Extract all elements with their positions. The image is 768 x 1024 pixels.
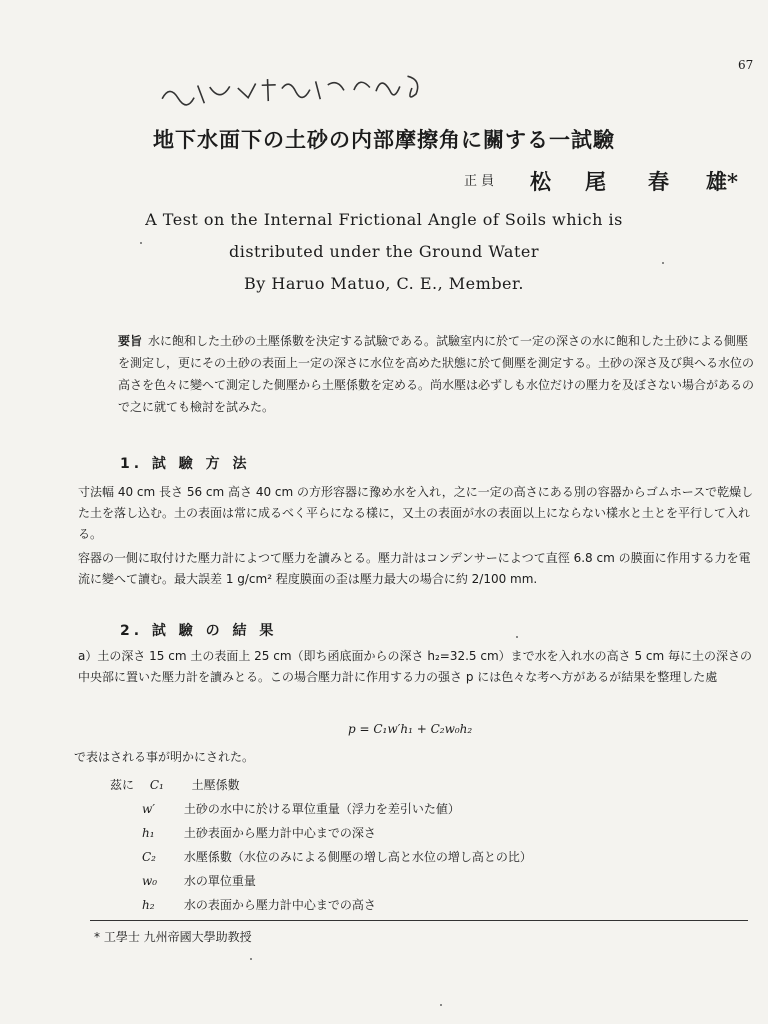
definition-text: 水の單位重量 bbox=[183, 874, 256, 888]
handwriting-scribble bbox=[157, 67, 438, 113]
author-char-3: 春 bbox=[648, 169, 669, 194]
definition-symbol: w′ bbox=[142, 802, 155, 816]
definition-symbol: C₂ bbox=[142, 850, 156, 864]
section-2-paragraph-1: a）土の深さ 15 cm 土の表面上 25 cm（即ち函底面からの深さ h₂=32.5 cm）まで水を入れ水の高さ 5 cm 毎に土の深さの中央部に置いた壓力計を讀みとる。この場合壓力計に作用する力の强さ p には色々な考へ方があるが結果を整理した處 bbox=[78, 649, 753, 684]
page-number: 67 bbox=[738, 58, 754, 72]
footnote: * 工學士 九州帝國大學助教授 bbox=[94, 930, 252, 944]
section-1-paragraph-1: 寸法幅 40 cm 長さ 56 cm 高さ 40 cm の方形容器に豫め水を入れ，之に一定の高さにある別の容器からゴムホースで乾燥した土を落し込む。土の表面は常に成るべく平らになる樣に，又土の表面が水の表面以上にならない樣水と土とを平行して入れる。 bbox=[78, 485, 754, 541]
abstract bbox=[118, 330, 758, 418]
definition-row bbox=[142, 800, 460, 817]
byline-english: By Haruo Matuo, C. E., Member. bbox=[244, 274, 524, 293]
author-char-2: 尾 bbox=[585, 169, 606, 194]
scan-speck bbox=[140, 242, 142, 244]
title-english-line-2: distributed under the Ground Water bbox=[228, 242, 540, 261]
definition-text: 土壓係數 bbox=[191, 778, 240, 792]
definition-row bbox=[142, 824, 376, 841]
author-char-4: 雄* bbox=[706, 169, 738, 194]
definition-symbol: w₀ bbox=[142, 874, 158, 888]
equation: p = C₁w′h₁ + C₂w₀h₂ bbox=[348, 722, 473, 736]
abstract-label: 要旨 bbox=[118, 334, 143, 348]
section-heading-1: 1. 試 驗 方 法 bbox=[120, 456, 251, 472]
definition-row bbox=[142, 848, 532, 865]
footnote-divider bbox=[90, 920, 748, 921]
title-english-line-1: A Test on the Internal Frictional Angle of Soils which is bbox=[145, 210, 623, 229]
membership-label: 正 員 bbox=[464, 174, 495, 189]
abstract-text: 水に飽和した土砂の土壓係數を決定する試驗である。試驗室内に於て一定の深さの水に飽和した土砂による側壓を測定し，更にその土砂の表面上一定の深さに水位を高めた狀態に於て側壓を測定する。土砂の深さ及び與へる水位の高さを色々に變へて測定した側壓から土壓係數を定める。尚水壓は必ずしも水位だけの壓力を及ぼさない場合があるので之に就ても檢討を試みた。 bbox=[118, 334, 755, 414]
section-2-paragraph-2: で表はされる事が明かにされた。 bbox=[74, 750, 255, 764]
scan-speck bbox=[516, 636, 518, 638]
section-1-paragraph-2: 容器の一側に取付けた壓力計によつて壓力を讀みとる。壓力計はコンデンサーによつて直徑 6.8 cm の膜面に作用する力を電流に變へて讀む。最大誤差 1 g/cm² 程度膜面の歪は壓力最大の場合に約 2/100 mm. bbox=[78, 551, 751, 586]
definition-symbol: h₁ bbox=[142, 826, 155, 840]
section-heading-2: 2. 試 驗 の 結 果 bbox=[120, 623, 278, 639]
definition-text: 土砂表面から壓力計中心までの深さ bbox=[183, 826, 376, 840]
definition-text: 土砂の水中に於ける單位重量（浮力を差引いた値） bbox=[183, 802, 460, 816]
author-char-1: 松 bbox=[530, 169, 551, 194]
handwritten-annotation bbox=[157, 67, 438, 118]
paper-title-japanese: 地下水面下の土砂の内部摩擦角に關する一試驗 bbox=[153, 127, 615, 152]
scan-speck bbox=[662, 262, 664, 264]
definition-intro bbox=[110, 776, 240, 793]
scan-speck bbox=[440, 1004, 442, 1006]
definition-intro-text: 茲に bbox=[110, 778, 135, 792]
definition-symbol: C₁ bbox=[149, 778, 164, 792]
definition-row bbox=[142, 872, 256, 889]
definition-text: 水壓係數（水位のみによる側壓の增し高と水位の增し高との比） bbox=[183, 850, 532, 864]
scan-speck bbox=[250, 958, 252, 960]
definition-row bbox=[142, 896, 376, 913]
definition-symbol: h₂ bbox=[142, 898, 155, 912]
definition-text: 水の表面から壓力計中心までの高さ bbox=[183, 898, 376, 912]
